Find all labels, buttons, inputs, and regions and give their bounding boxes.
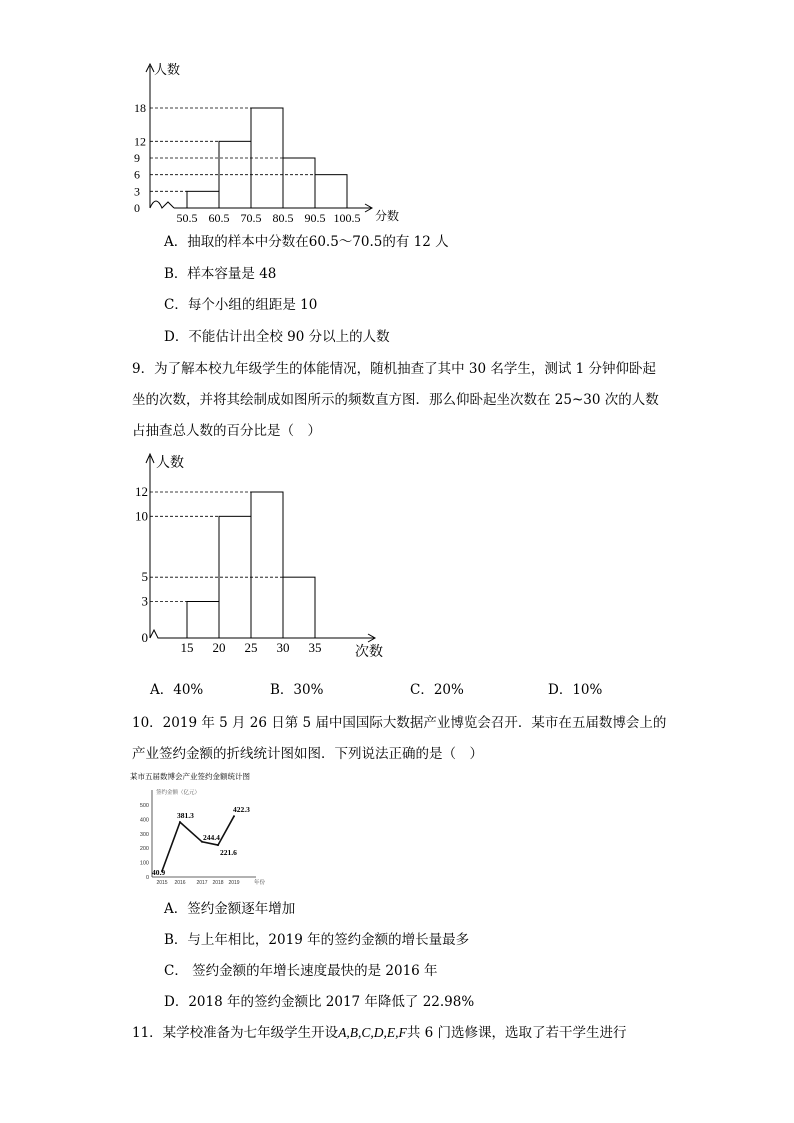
data-label: 381.3 xyxy=(177,811,194,821)
x-tick-label: 2017 xyxy=(196,880,208,886)
series-line xyxy=(162,816,234,871)
y-tick-label: 12 xyxy=(135,484,148,499)
q10-line-chart xyxy=(130,770,290,890)
q9-histogram xyxy=(130,450,400,665)
q8-histogram xyxy=(130,58,420,228)
x-tick-label: 100.5 xyxy=(333,211,361,225)
q8-option-d: D．不能估计出全校 90 分以上的人数 xyxy=(164,329,390,345)
y-axis-label: 人数 xyxy=(154,62,181,77)
q9-option-b: B．30% xyxy=(270,682,324,698)
y-tick-label: 3 xyxy=(134,184,140,199)
y-tick-label: 0 xyxy=(141,630,148,645)
x-tick-label: 30 xyxy=(276,640,290,655)
x-tick-label: 2018 xyxy=(212,880,224,886)
q11-letters: A,B,C,D,E,F xyxy=(338,1025,407,1040)
histogram-bar xyxy=(315,175,347,208)
x-tick-label: 90.5 xyxy=(304,211,326,225)
x-tick-label: 80.5 xyxy=(272,211,294,225)
y-axis-label: 人数 xyxy=(156,456,184,471)
q10-text-line-2: 产业签约金额的折线统计图如图．下列说法正确的是（ ） xyxy=(132,746,483,762)
x-tick-label: 2015 xyxy=(156,880,168,886)
y-tick-label: 9 xyxy=(134,151,140,165)
y-tick-label: 0 xyxy=(134,201,140,215)
histogram-bar xyxy=(251,492,283,638)
x-tick-label: 20 xyxy=(212,640,226,655)
q11-text xyxy=(132,1023,626,1043)
q11-prefix: 11．某学校准备为七年级学生开设 xyxy=(132,1025,339,1041)
histogram-bar xyxy=(283,158,315,208)
x-tick-label: 15 xyxy=(180,640,194,655)
x-tick-label: 25 xyxy=(244,640,258,655)
data-label: 422.3 xyxy=(233,805,250,815)
x-tick-label: 2016 xyxy=(174,880,186,886)
chart-title: 某市五届数博会产业签约金额统计图 xyxy=(130,772,250,781)
axis-break xyxy=(150,630,164,638)
axis-break xyxy=(150,201,174,208)
x-axis-label: 次数 xyxy=(355,645,383,660)
q11-suffix: 共 6 门选修课，选取了若干学生进行 xyxy=(406,1025,627,1041)
y-tick-label: 400 xyxy=(139,817,149,824)
y-tick-label: 300 xyxy=(139,831,149,838)
y-tick-label: 3 xyxy=(141,593,148,609)
histogram-bar xyxy=(187,602,219,639)
y-tick-label: 0 xyxy=(145,875,149,881)
q10-option-c: C． 签约金额的年增长速度最快的是 2016 年 xyxy=(164,963,438,979)
y-axis-label: 签约金额（亿元） xyxy=(156,790,201,796)
y-tick-label: 100 xyxy=(139,860,149,867)
q9-text-line-1: 9．为了解本校九年级学生的体能情况，随机抽查了其中 30 名学生，测试 1 分钟仰卧起 xyxy=(132,361,657,377)
q9-text-line-3: 占抽查总人数的百分比是（ ） xyxy=(132,423,321,439)
q9-option-d: D．10% xyxy=(548,682,603,698)
data-point xyxy=(217,844,219,846)
x-tick-label: 60.5 xyxy=(208,211,230,225)
y-tick-label: 6 xyxy=(134,167,140,182)
data-label: 40.9 xyxy=(152,868,166,878)
q8-option-c: C．每个小组的组距是 10 xyxy=(164,297,318,313)
q8-option-a: A．抽取的样本中分数在60.5～70.5的有 12 人 xyxy=(164,234,449,250)
data-point xyxy=(233,815,235,817)
q9-text-line-2: 坐的次数，并将其绘制成如图所示的频数直方图．那么仰卧起坐次数在 25~30 次的人数 xyxy=(132,392,659,408)
y-tick-label: 500 xyxy=(139,803,149,809)
q8-option-b: B．样本容量是 48 xyxy=(164,266,277,282)
q10-option-a: A．签约金额逐年增加 xyxy=(164,901,296,917)
x-tick-label: 50.5 xyxy=(176,211,198,225)
y-tick-label: 12 xyxy=(134,134,146,149)
x-tick-label: 70.5 xyxy=(240,211,262,225)
q9-option-c: C．20% xyxy=(410,682,464,698)
y-tick-label: 18 xyxy=(134,101,146,115)
x-tick-label: 2019 xyxy=(228,880,240,886)
data-label: 221.6 xyxy=(220,848,237,858)
x-tick-label: 35 xyxy=(308,640,322,655)
data-label: 244.4 xyxy=(203,832,220,842)
y-tick-label: 10 xyxy=(135,508,148,524)
y-tick-label: 200 xyxy=(139,846,149,853)
histogram-bar xyxy=(283,577,315,638)
q9-option-a: A．40% xyxy=(150,682,204,698)
q10-option-d: D．2018 年的签约金额比 2017 年降低了 22.98% xyxy=(164,994,475,1010)
q10-text-line-1: 10．2019 年 5 月 26 日第 5 届中国国际大数据产业博览会召开．某市在五届数博会上的 xyxy=(132,715,667,731)
histogram-bar xyxy=(187,191,219,208)
x-axis-label: 年份 xyxy=(254,880,266,886)
x-axis-label: 分数 xyxy=(375,209,400,223)
q10-option-b: B．与上年相比，2019 年的签约金额的增长量最多 xyxy=(164,932,470,948)
data-point xyxy=(179,821,181,823)
y-tick-label: 5 xyxy=(141,569,148,585)
